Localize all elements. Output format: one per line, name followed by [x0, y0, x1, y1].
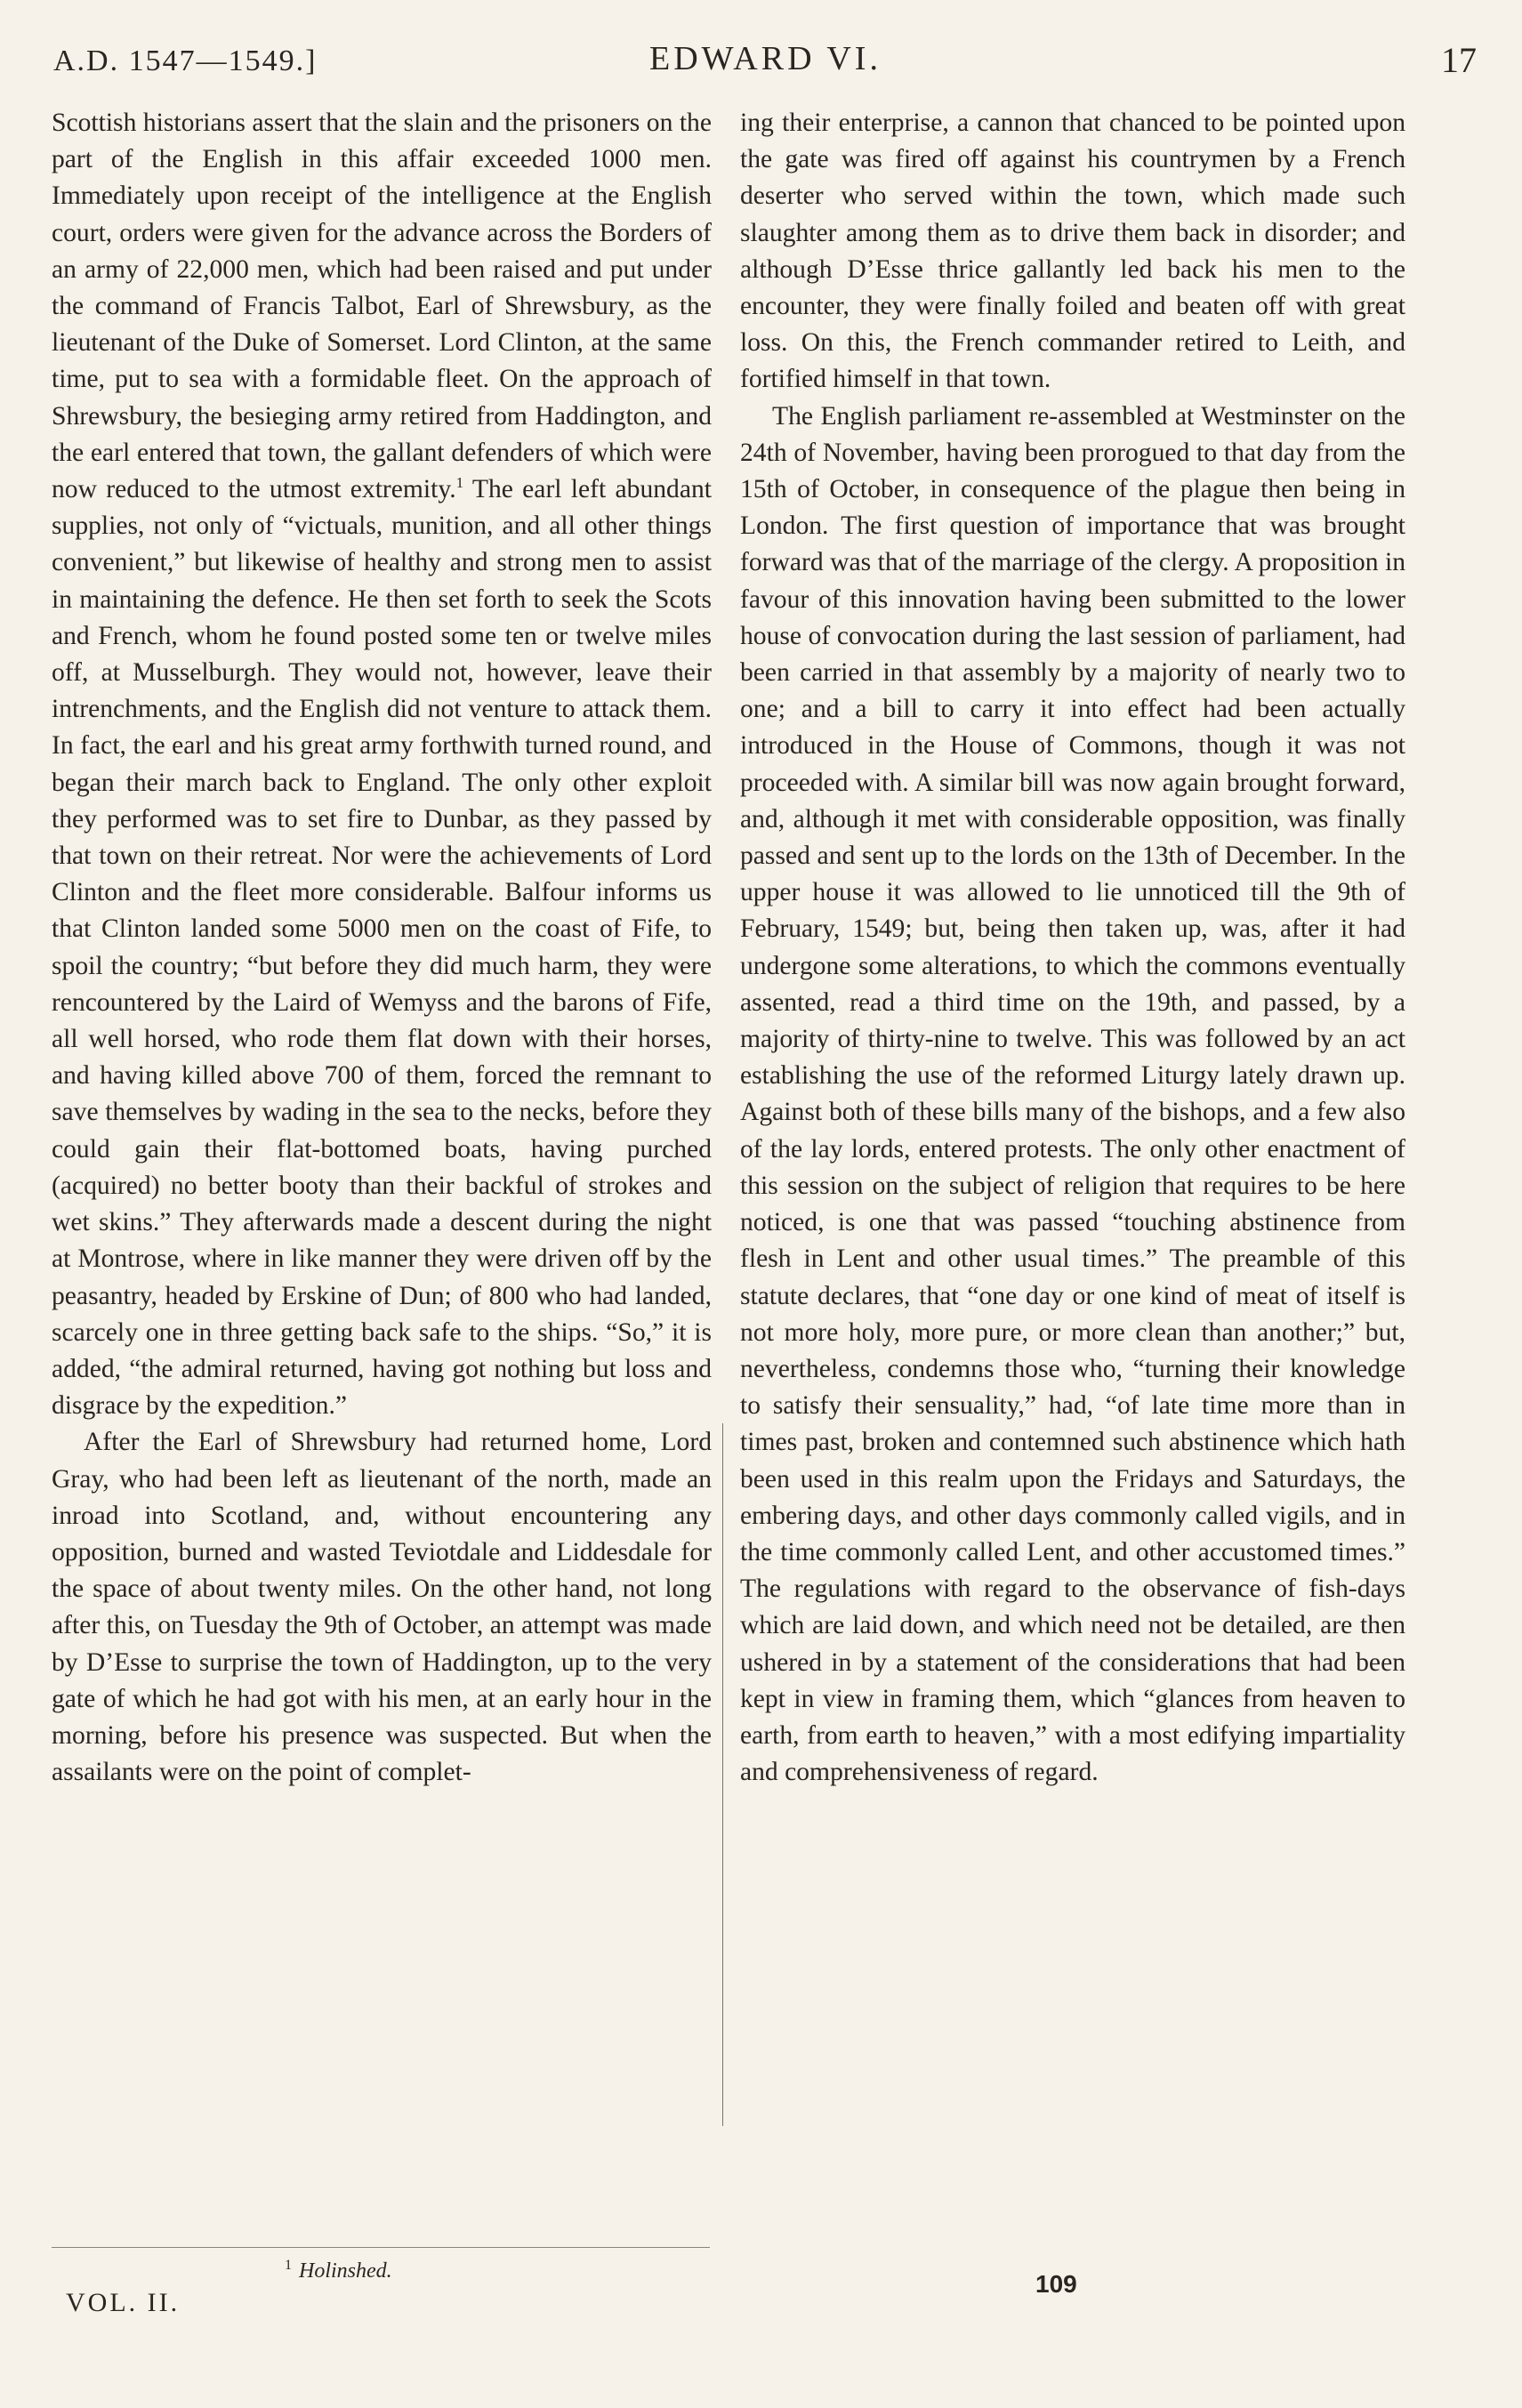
running-header	[53, 39, 1477, 84]
left-column	[52, 105, 712, 2258]
right-paragraph-1: ing their enterprise, a cannon that chanced to be pointed upon the gate was fired off against his countrymen by a French deserter who served within the town, which made such slaughter among them as to drive them back in disorder; and although D’Esse thrice gallantly led back his men to the encounter, they were finally foiled and beaten off with great loss. On this, the French commander retired to Leith, and fortified himself in that town.	[740, 109, 1405, 394]
footnote-text: Holinshed.	[299, 2259, 392, 2283]
footnote-rule	[52, 2247, 710, 2248]
left-paragraph-1-part-a: Scottish historians assert that the slain and the prisoners on the part of the English in this affair exceeded 1000 men. Immediately upon receipt of the intelligence at the English court, orders were given for the advance across the Borders of an army of 22,000 men, which had been raised and put under the command of Francis Talbot, Earl of Shrewsbury, as the lieutenant of the Duke of Somerset. Lord Clinton, at the same time, put to sea with a formidable fleet. On the approach of Shrewsbury, the besieging army retired from Haddington, and the earl entered that town, the gallant defenders of which were now reduced to the utmost extremity.	[52, 109, 712, 504]
left-paragraph-1	[52, 105, 712, 1424]
footnote-marker: 1	[285, 2258, 292, 2273]
header-date-range: A.D. 1547—1549.]	[53, 44, 318, 77]
header-title: EDWARD VI.	[649, 40, 882, 77]
footer-page-number: 109	[1035, 2270, 1077, 2298]
footnote	[285, 2258, 392, 2283]
left-paragraph-2: After the Earl of Shrewsbury had returned home, Lord Gray, who had been left as lieutenant of the north, made an inroad into Scotland, and, without encountering any opposition, burned and wasted Teviotdale and Liddesdale for the space of about twenty miles. On the other hand, not long after this, on Tuesday the 9th of October, an attempt was made by D’Esse to surprise the town of Haddington, up to the very gate of which he had got with his men, at an early hour in the morning, before his presence was suspected. But when the assailants were on the point of complet-	[52, 1428, 712, 1787]
column-divider	[722, 1423, 723, 2126]
right-column	[740, 105, 1405, 2258]
header-page-number: 17	[1441, 40, 1477, 80]
left-paragraph-1-part-b: The earl left abundant supplies, not only of “victuals, munition, and all other things convenient,” but likewise of healthy and strong men to assist in maintaining the defence. He then set forth to seek the Scots and French, whom he found posted some ten or twelve miles off, at Musselburgh. They would not, however, leave their intrenchments, and the English did not venture to attack them. In fact, the earl and his great army forthwith turned round, and began their march back to England. The only other exploit they performed was to set fire to Dunbar, as they passed by that town on their retreat. Nor were the achievements of Lord Clinton and the fleet more considerable. Balfour informs us that Clinton landed some 5000 men on the coast of Fife, to spoil the country; “but before they did much harm, they were rencountered by the Laird of Wemyss and the barons of Fife, all well horsed, who rode them flat down with their horses, and having killed above 700 of them, forced the remnant to save themselves by wading in the sea to the necks, before they could gain their flat-bottomed boats, having purched (acquired) no better booty than their backful of strokes and wet skins.” They afterwards made a descent during the night at Montrose, where in like manner they were driven off by the peasantry, headed by Erskine of Dun; of 800 who had landed, scarcely one in three getting back safe to the ships. “So,” it is added, “the admiral returned, having got nothing but loss and disgrace by the expedition.”	[52, 475, 712, 1421]
volume-signature: VOL. II.	[66, 2288, 181, 2317]
footnote-reference[interactable]: 1	[455, 474, 464, 492]
right-paragraph-2: The English parliament re-assembled at Westminster on the 24th of November, having been prorogued to that day from the 15th of October, in consequence of the plague then being in London. The first question of importance that was brought forward was that of the marriage of the clergy. A proposition in favour of this innovation having been submitted to the lower house of convocation during the last session of parliament, had been carried in that assembly by a majority of nearly two to one; and a bill to carry it into effect had been actually introduced in the House of Commons, though it was not proceeded with. A similar bill was now again brought forward, and, although it met with considerable opposition, was finally passed and sent up to the lords on the 13th of December. In the upper house it was allowed to lie unnoticed till the 9th of February, 1549; but, being then taken up, was, after it had undergone some alterations, to which the commons eventually assented, read a third time on the 19th, and passed, by a majority of thirty-nine to twelve. This was followed by an act establishing the use of the reformed Liturgy lately drawn up. Against both of these bills many of the bishops, and a few also of the lay lords, entered protests. The only other enactment of this session on the subject of religion that requires to be here noticed, is one that was passed “touching abstinence from flesh in Lent and other usual times.” The preamble of this statute declares, that “one day or one kind of meat of itself is not more holy, more pure, or more clean than another;” but, nevertheless, condemns those who, “turning their knowledge to satisfy their sensuality,” had, “of late time more than in times past, broken and contemned such abstinence which hath been used in this realm upon the Fridays and Saturdays, the embering days, and other days commonly called vigils, and in the time commonly called Lent, and other accustomed times.” The regulations with regard to the observance of fish-days which are laid down, and which need not be detailed, are then ushered in by a statement of the considerations that had been kept in view in framing them, which “glances from heaven to earth, from earth to heaven,” with a most edifying impartiality and comprehensiveness of regard.	[740, 401, 1405, 1787]
